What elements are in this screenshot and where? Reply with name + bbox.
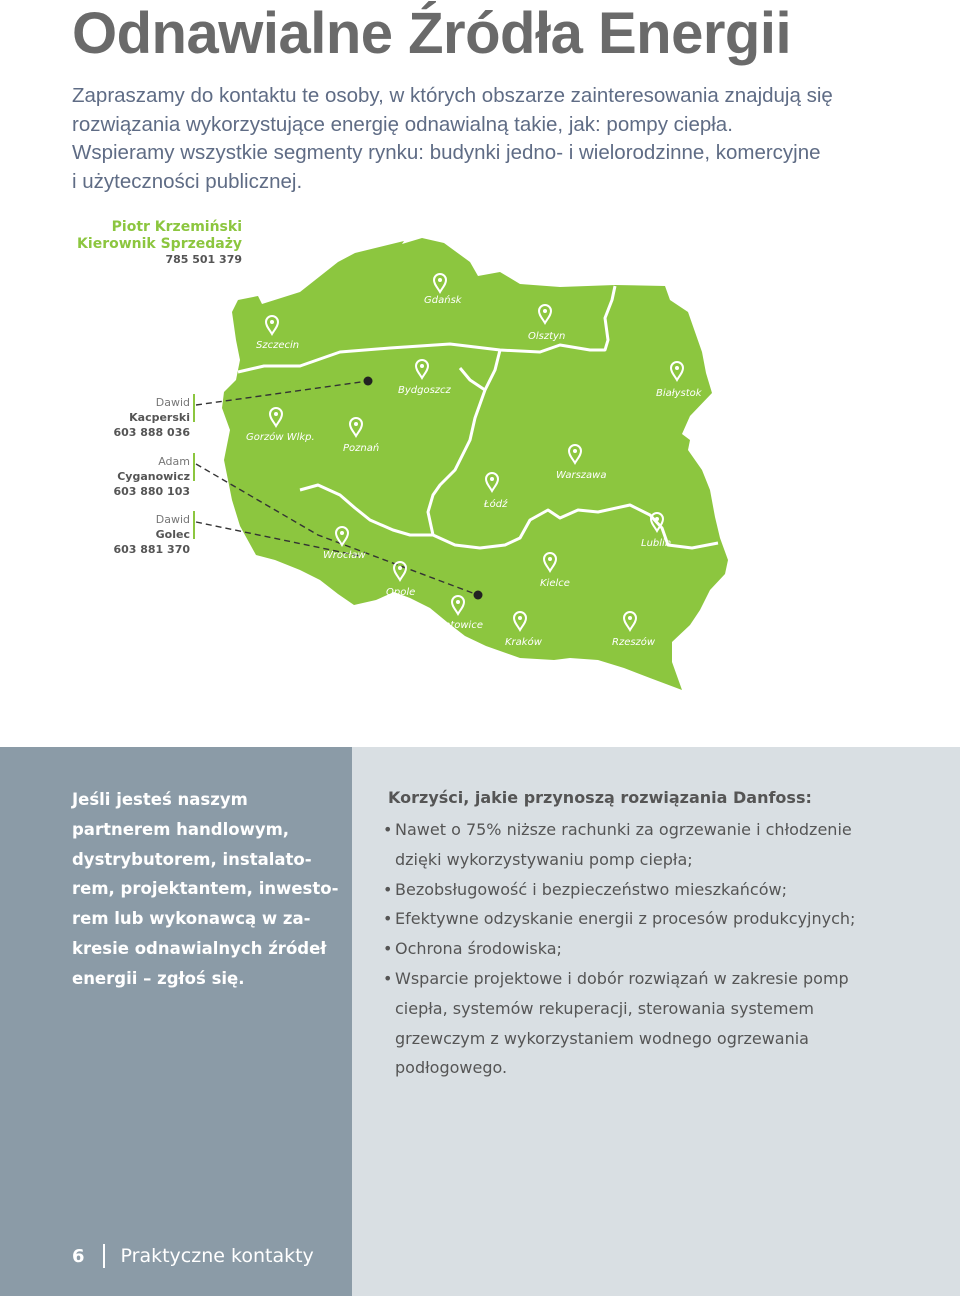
contact-golec <box>113 512 190 557</box>
city-label: Opole <box>386 587 416 598</box>
city-label: Wrocław <box>323 550 366 561</box>
benefit-text: Efektywne odzyskanie energii z procesów produkcyjnych; <box>395 909 856 929</box>
intro-line: Wspieramy wszystkie segmenty rynku: budynki jedno- i wielorodzinne, komercyjne <box>72 141 821 164</box>
section-title: Praktyczne kontakty <box>120 1245 314 1267</box>
contact-bar <box>193 511 195 539</box>
map-pin-dot <box>270 320 274 324</box>
contact-dot-1 <box>364 377 373 386</box>
city-label: Łódź <box>484 499 508 510</box>
city-label: Gorzów Wlkp. <box>246 432 315 443</box>
manager-phone: 785 501 379 <box>165 253 242 266</box>
contact-dot-2 <box>474 591 483 600</box>
bullet-icon: • <box>383 909 393 929</box>
city-label: Kraków <box>505 637 542 648</box>
city-label: Bydgoszcz <box>398 385 451 396</box>
page-title: Odnawialne Źródła Energii <box>72 1 792 66</box>
city-label: Gdańsk <box>424 295 462 306</box>
city-label: Rzeszów <box>612 637 656 648</box>
map-pin-dot <box>340 531 344 535</box>
benefit-text: Ochrona środowiska; <box>395 939 562 959</box>
city-label: Katowice <box>438 620 483 631</box>
benefit-item <box>383 934 943 964</box>
intro-line: Zapraszamy do kontaktu te osoby, w których obszarze zainteresowania znajdują się <box>72 84 833 107</box>
page-number: 6 <box>72 1245 85 1267</box>
city-label: Białystok <box>656 388 702 399</box>
contact-phone: 603 888 036 <box>113 426 190 439</box>
contact-phone: 603 880 103 <box>113 485 190 498</box>
contact-last-name: Kacperski <box>129 411 190 424</box>
bullet-icon: • <box>383 820 393 839</box>
cta-line: energii – zgłoś się. <box>72 968 245 988</box>
map-pin-dot <box>628 616 632 620</box>
bullet-icon: • <box>383 939 393 959</box>
city-label: Szczecin <box>256 340 300 351</box>
benefit-item <box>383 815 943 845</box>
contact-bar <box>193 453 195 481</box>
cta-line: rem, projektantem, inwesto- <box>72 879 339 899</box>
benefit-continuation: dzięki wykorzystywaniu pomp ciepła; <box>395 849 693 869</box>
contact-last-name: Cyganowicz <box>117 470 190 483</box>
bullet-icon: • <box>383 968 393 988</box>
cta-text <box>72 785 342 994</box>
map-pin-dot <box>543 309 547 313</box>
cta-line: partnerem handlowym, <box>72 819 290 839</box>
contact-last-name: Golec <box>155 528 190 541</box>
city-label: Kielce <box>540 578 570 589</box>
map-pin-dot <box>398 566 402 570</box>
intro-line: i użyteczności publicznej. <box>72 169 303 193</box>
benefit-item <box>383 964 943 994</box>
manager-role: Kierownik Sprzedaży <box>77 236 242 252</box>
city-label: Poznań <box>343 443 380 454</box>
map-pin-dot <box>655 517 659 521</box>
page-footer <box>72 1244 314 1268</box>
cta-line: rem lub wykonawcą w za- <box>72 909 311 929</box>
contact-first-name: Adam <box>158 455 190 468</box>
contact-phone: 603 881 370 <box>113 543 190 556</box>
contact-cyganowicz <box>113 454 190 499</box>
bullet-icon: • <box>383 879 393 899</box>
benefits-heading: Korzyści, jakie przynoszą rozwiązania Danfoss: <box>388 788 812 807</box>
map-pin-dot <box>420 364 424 368</box>
map-pin-dot <box>518 616 522 620</box>
footer-divider <box>103 1244 105 1268</box>
benefit-text: Nawet o 75% niższe rachunki za ogrzewanie i chłodzenie <box>395 820 852 839</box>
map-pin-dot <box>438 278 442 282</box>
city-label: Lublin <box>641 538 672 549</box>
contact-first-name: Dawid <box>155 513 190 526</box>
benefit-item <box>383 875 943 905</box>
benefit-text: Bezobsługowość i bezpieczeństwo mieszkańców; <box>395 879 787 899</box>
city-label: Warszawa <box>556 470 607 481</box>
benefit-text: Wsparcie projektowe i dobór rozwiązań w zakresie pomp <box>395 968 849 988</box>
intro-line: rozwiązania wykorzystujące energię odnawialną takie, jak: pompy ciepła. <box>72 112 733 136</box>
map-pin-dot <box>456 600 460 604</box>
map-pin-dot <box>675 366 679 370</box>
map-pin-dot <box>573 449 577 453</box>
map-pin-dot <box>274 412 278 416</box>
cta-line: dystrybutorem, instalato- <box>72 849 312 869</box>
benefits-list <box>383 815 943 1083</box>
benefit-item <box>383 904 943 934</box>
contact-first-name: Dawid <box>155 396 190 409</box>
map-pin-dot <box>548 557 552 561</box>
map-pin-dot <box>490 477 494 481</box>
contact-bar <box>193 394 195 422</box>
benefit-continuation: podłogowego. <box>395 1058 508 1078</box>
manager-name: Piotr Krzemiński <box>111 219 242 235</box>
benefit-continuation: ciepła, systemów rekuperacji, sterowania systemem <box>395 998 814 1018</box>
benefit-continuation: grzewczym z wykorzystaniem wodnego ogrzewania <box>395 1028 809 1048</box>
contact-kacperski <box>113 395 190 440</box>
cta-line: kresie odnawialnych źródeł <box>72 938 327 958</box>
map-pin-dot <box>354 422 358 426</box>
cta-line: Jeśli jesteś naszym <box>72 790 248 809</box>
city-label: Olsztyn <box>528 331 566 342</box>
